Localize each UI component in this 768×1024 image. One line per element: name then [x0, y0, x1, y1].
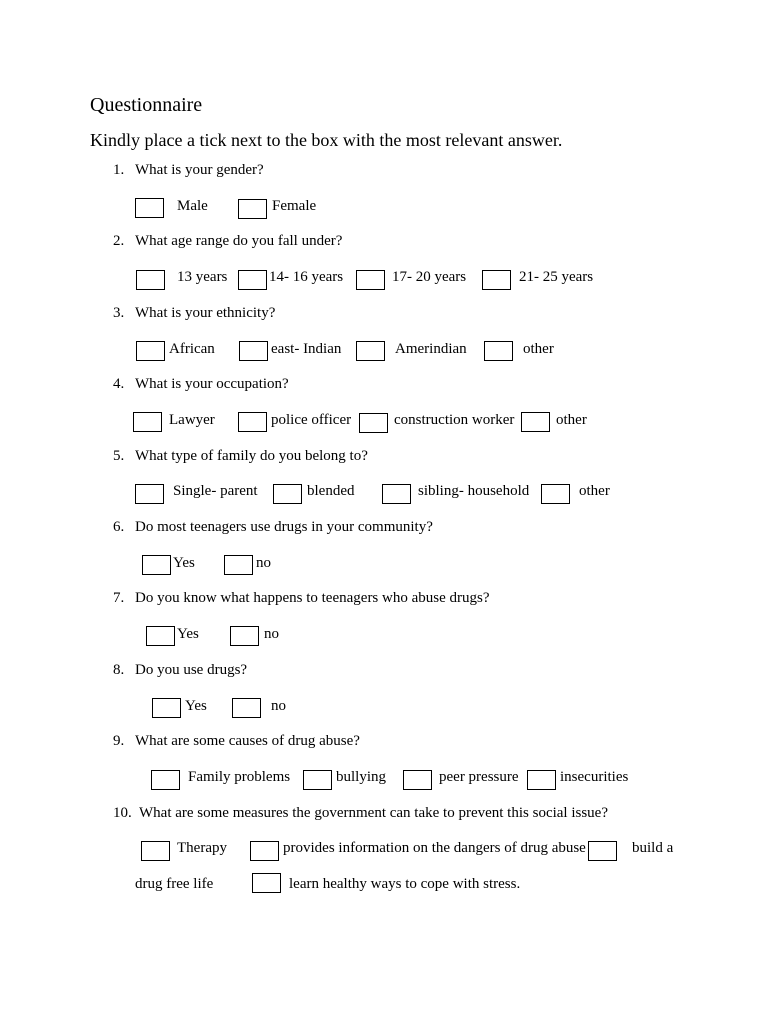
checkbox-lawyer[interactable]	[133, 412, 162, 432]
option-label: Single- parent	[173, 483, 258, 499]
checkbox-learn-healthy-ways[interactable]	[252, 873, 281, 893]
option-label: 13 years	[177, 269, 228, 285]
checkbox-yes[interactable]	[142, 555, 171, 575]
instructions: Kindly place a tick next to the box with the most relevant answer.	[90, 130, 563, 150]
question-number: 6.	[113, 519, 125, 535]
checkbox-amerindian[interactable]	[356, 341, 385, 361]
option-label: other	[523, 341, 554, 357]
checkbox-family-problems[interactable]	[151, 770, 180, 790]
question-text: Do you use drugs?	[135, 662, 248, 678]
checkbox-female[interactable]	[238, 199, 267, 219]
option-label: African	[169, 341, 215, 357]
option-label: sibling- household	[418, 483, 530, 499]
question-number: 2.	[113, 233, 125, 249]
question-text: What are some causes of drug abuse?	[135, 733, 360, 749]
option-label: Lawyer	[169, 412, 215, 428]
question-number: 8.	[113, 662, 125, 678]
option-label: Yes	[177, 626, 199, 642]
option-label: construction worker	[394, 412, 515, 428]
question-number: 9.	[113, 733, 125, 749]
checkbox-yes[interactable]	[146, 626, 175, 646]
option-label: east- Indian	[271, 341, 342, 357]
question-number: 5.	[113, 448, 125, 464]
question-text: What age range do you fall under?	[135, 233, 343, 249]
checkbox-police-officer[interactable]	[238, 412, 267, 432]
question-text: What is your ethnicity?	[135, 305, 276, 321]
option-label: insecurities	[560, 769, 629, 785]
question-text: What is your occupation?	[135, 376, 289, 392]
page-title: Questionnaire	[90, 94, 203, 116]
option-label: no	[271, 698, 286, 714]
question-text: What are some measures the government can take to prevent this social issue?	[139, 805, 608, 821]
option-label: peer pressure	[439, 769, 519, 785]
option-label: Yes	[173, 555, 195, 571]
checkbox-single-parent[interactable]	[135, 484, 164, 504]
question-number: 10.	[113, 805, 132, 821]
question-text: What type of family do you belong to?	[135, 448, 368, 464]
option-label: bullying	[336, 769, 387, 785]
option-label: learn healthy ways to cope with stress.	[289, 876, 521, 892]
option-label: build a	[632, 840, 674, 856]
checkbox-build-drug-free-life[interactable]	[588, 841, 617, 861]
question-text: What is your gender?	[135, 162, 264, 178]
option-label: drug free life	[135, 876, 214, 892]
option-label: provides information on the dangers of drug abuse	[283, 840, 586, 856]
option-label: blended	[307, 483, 355, 499]
question-text: Do most teenagers use drugs in your community?	[135, 519, 433, 535]
checkbox-construction-worker[interactable]	[359, 413, 388, 433]
checkbox-african[interactable]	[136, 341, 165, 361]
option-label: no	[264, 626, 279, 642]
option-label: 14- 16 years	[269, 269, 344, 285]
checkbox-provides-information[interactable]	[250, 841, 279, 861]
checkbox-yes[interactable]	[152, 698, 181, 718]
checkbox-therapy[interactable]	[141, 841, 170, 861]
option-label: Family problems	[188, 769, 291, 785]
checkbox-insecurities[interactable]	[527, 770, 556, 790]
option-label: other	[556, 412, 587, 428]
checkbox-21-25-years[interactable]	[482, 270, 511, 290]
checkbox-east-indian[interactable]	[239, 341, 268, 361]
checkbox-peer-pressure[interactable]	[403, 770, 432, 790]
checkbox-no[interactable]	[232, 698, 261, 718]
option-label: police officer	[271, 412, 352, 428]
checkbox-occupation-other[interactable]	[521, 412, 550, 432]
option-label: Male	[177, 198, 208, 214]
checkbox-sibling-household[interactable]	[382, 484, 411, 504]
option-label: Therapy	[177, 840, 227, 856]
checkbox-male[interactable]	[135, 198, 164, 218]
question-number: 4.	[113, 376, 125, 392]
option-label: 17- 20 years	[392, 269, 467, 285]
question-number: 3.	[113, 305, 125, 321]
option-label: Amerindian	[395, 341, 467, 357]
checkbox-13-years[interactable]	[136, 270, 165, 290]
checkbox-14-16-years[interactable]	[238, 270, 267, 290]
checkbox-ethnicity-other[interactable]	[484, 341, 513, 361]
question-number: 1.	[113, 162, 125, 178]
option-label: 21- 25 years	[519, 269, 594, 285]
checkbox-blended[interactable]	[273, 484, 302, 504]
question-text: Do you know what happens to teenagers who abuse drugs?	[135, 590, 490, 606]
checkbox-family-other[interactable]	[541, 484, 570, 504]
option-label: Yes	[185, 698, 207, 714]
option-label: no	[256, 555, 271, 571]
question-number: 7.	[113, 590, 125, 606]
checkbox-no[interactable]	[230, 626, 259, 646]
checkbox-no[interactable]	[224, 555, 253, 575]
checkbox-17-20-years[interactable]	[356, 270, 385, 290]
option-label: other	[579, 483, 610, 499]
checkbox-bullying[interactable]	[303, 770, 332, 790]
option-label: Female	[272, 198, 317, 214]
